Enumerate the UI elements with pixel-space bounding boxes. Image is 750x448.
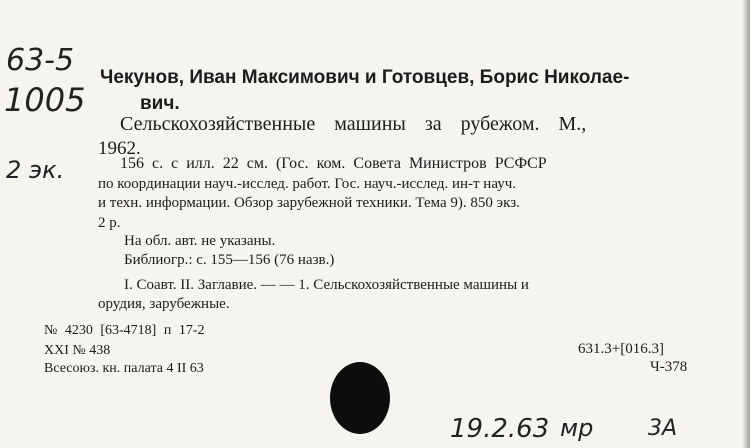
handwritten-call-number-bottom: 1005 [4, 81, 86, 119]
handwritten-date: 19.2.63 [450, 414, 550, 444]
volume-number: XXI № 438 [44, 343, 111, 358]
handwritten-call-number-top: 63-5 [6, 43, 75, 78]
description-line-2: по координации науч.-исслед. работ. Гос. науч.-исслед. ин-т науч. [98, 176, 517, 192]
title-line-1: Сельскохозяйственные машины за рубежом. М., [120, 113, 587, 135]
author-line-2: вич. [140, 93, 180, 114]
author-mark: Ч-378 [650, 359, 688, 375]
author-line-1: Чекунов, Иван Максимович и Готовцев, Борис Николае- [100, 67, 630, 88]
description-line-3: и техн. информации. Обзор зарубежной техники. Тема 9). 850 экз. [98, 195, 520, 211]
description-line-4: 2 р. [98, 215, 121, 231]
punch-hole [330, 362, 390, 434]
note-bibliography: Библиогр.: с. 155—156 (76 назв.) [124, 252, 335, 268]
card-edge-shadow [742, 0, 750, 448]
description-line-1: 156 с. с илл. 22 см. (Гос. ком. Совета Министров РСФСР [120, 155, 547, 172]
note-authors: На обл. авт. не указаны. [124, 233, 276, 249]
handwritten-side-note: 2 эк. [6, 156, 65, 184]
registration-number: № 4230 [63-4718] п 17-2 [44, 323, 205, 338]
tracing-line-1: I. Соавт. II. Заглавие. — — 1. Сельскохозяйственные машины и [124, 277, 529, 293]
tracing-line-2: орудия, зарубежные. [98, 296, 230, 312]
chamber-imprint: Всесоюз. кн. палата 4 II 63 [44, 361, 204, 376]
title-line-2: 1962. [98, 138, 141, 159]
classification-code: 631.3+[016.3] [578, 341, 664, 357]
handwritten-code: 3А [648, 416, 678, 441]
handwritten-initials: мр [560, 414, 594, 442]
